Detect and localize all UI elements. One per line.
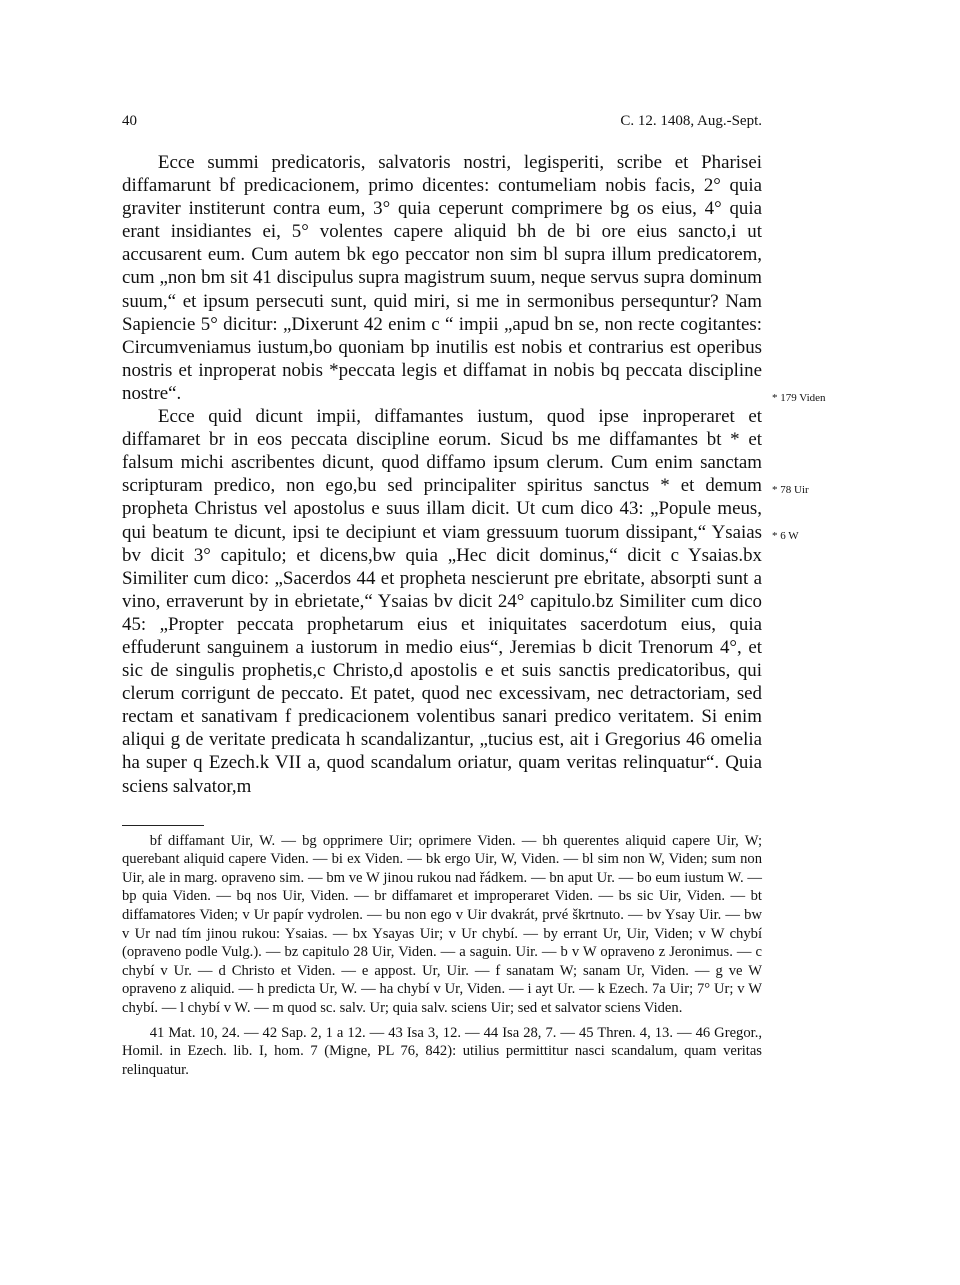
source-references: 41 Mat. 10, 24. — 42 Sap. 2, 1 a 12. — 43 Isa 3, 12. — 44 Isa 28, 7. — 45 Thren. 4, 13. — 46 Gregor., Homil. in Ezech. lib. I, hom. 7 (Migne, PL 76, 842): utilius permittitur nasci scandalum, quam veritas relinquatur. (122, 1024, 762, 1078)
page-header (122, 113, 762, 135)
page-number: 40 (122, 113, 137, 129)
margin-note: * 78 Uir (772, 484, 809, 496)
critical-apparatus: bf diffamant Uir, W. — bg opprimere Uir; oprimere Viden. — bh querentes aliquid capere Uir, W; querebant aliquid capere Viden. — bi ex Viden. — bk ergo Uir, W, Viden. — bl sim non W, Viden; sum non Uir, ale in marg. opraveno sim. — bm ve W jinou rukou nad řádkem. — bn aput Ur. — bo eum iustum W. — bp quia Viden. — bq nos Uir, Viden. — br diffamaret et improperaret Viden. — bs sic Uir, Viden. — bt diffamatores Viden; v Ur papír vydrolen. — bu non ego v Uir dvakrát, prvé škrtnuto. — bv Ysay Uir. — bw v Ur nad tím jinou rukou: Ysaias. — bx Ysayas Uir; v Ur chybí. — by errant Ur, Uir, Viden; v W chybí (opraveno podle Vulg.). — bz capitulo 28 Uir, Viden. — a saguin. Uir. — b v W opraveno z Jeronimus. — c chybí v Ur. — d Christo et Viden. — e appost. Ur, Uir. — f sanatam W; sanam Ur, Viden. — g ve W opraveno z aliquid. — h predicta Ur, W. — ha chybí v Ur, Viden. — i ayt Ur. — k Ezech. 7a Uir; 7° Ur; v W chybí. — l chybí v W. — m quod sc. salv. Ur; quia salv. sciens Uir; sed et salvator sciens Viden. (122, 832, 762, 1016)
running-head: C. 12. 1408, Aug.-Sept. (620, 113, 762, 129)
footnote-divider (122, 825, 204, 826)
page (122, 113, 762, 1079)
footnotes (122, 832, 762, 1080)
paragraph: Ecce quid dicunt impii, diffamantes iustum, quod ipse inproperaret et diffamaret br in eos peccata discipline eorum. Sicud bs me diffamantes bt * et falsum michi ascribentes dicunt, quod diffamo ipsum clerum. Cum enim sanctam scripturam predico, non ego,bu sed principaliter spiritus sanctus * et demum propheta Christus vel apostolus e suus illam dicit. Ut cum dico 43: „Popule meus, qui beatum te dicunt, ipsi te decipiunt et viam gressuum tuorum dissipant,“ Ysaias bv dicit 3° capitulo; et dicens,bw quia „Hec dicit dominus,“ dicit c Ysaias.bx Similiter cum dico: „Sacerdos 44 et propheta nescierunt pre ebritate, absorpti sunt a vino, erraverunt by in ebrietate,“ Ysaias bv dicit 24° capitulo.bz Similiter cum dico 45: „Propter peccata prophetarum eius et iniquitates sacerdotum eius, quia effuderunt sanguinem a iustorum in medio eius“, Jeremias b dicit Trenorum 4°, et sic de singulis prophetis,c Christo,d apostolis e et suis sanctis predicatoribus, qui clerum corrigunt de peccato. Et patet, quod nec excessivam, nec detractoriam, sed rectam et sanativam f predicacionem volentibus sanari predico veritatem. Si enim aliqui g de veritate predicata h scandalizantur, „tucius est, ait i Gregorius 46 omelia ha super q Ezech.k VII a, quod scandalum oriatur, quam veritas relinquatur“. Quia sciens salvator,m (122, 406, 762, 797)
main-text (122, 151, 762, 798)
margin-note: * 6 W (772, 530, 799, 542)
paragraph: Ecce summi predicatoris, salvatoris nostri, legisperiti, scribe et Pharisei diffamarunt bf predicacionem, primo dicentes: contumeliam nobis facis, 2° quia graviter institerunt contra eum, 3° quia ceperunt comprimere bg os eius, 4° quia erant insidiantes ei, 5° volentes capere aliquid bh de bi ore eius sancto,i ut accusarent eum. Cum autem bk ego peccator non sim bl supra illum predicatorem, cum „non bm sit 41 discipulus supra magistrum suum, neque servus supra dominum suum,“ et ipsum persecuti sunt, quid miri, si me in sermonibus persequntur? Nam Sapiencie 5° dicitur: „Dixerunt 42 enim c “ impii „apud bn se, non recte cogitantes: Circumveniamus iustum,bo quoniam bp inutilis est nobis et contrarius est operibus nostris et inproperat nobis *peccata legis et diffamat in nobis bq peccata discipline nostre“. (122, 152, 762, 404)
margin-note: * 179 Viden (772, 392, 826, 404)
